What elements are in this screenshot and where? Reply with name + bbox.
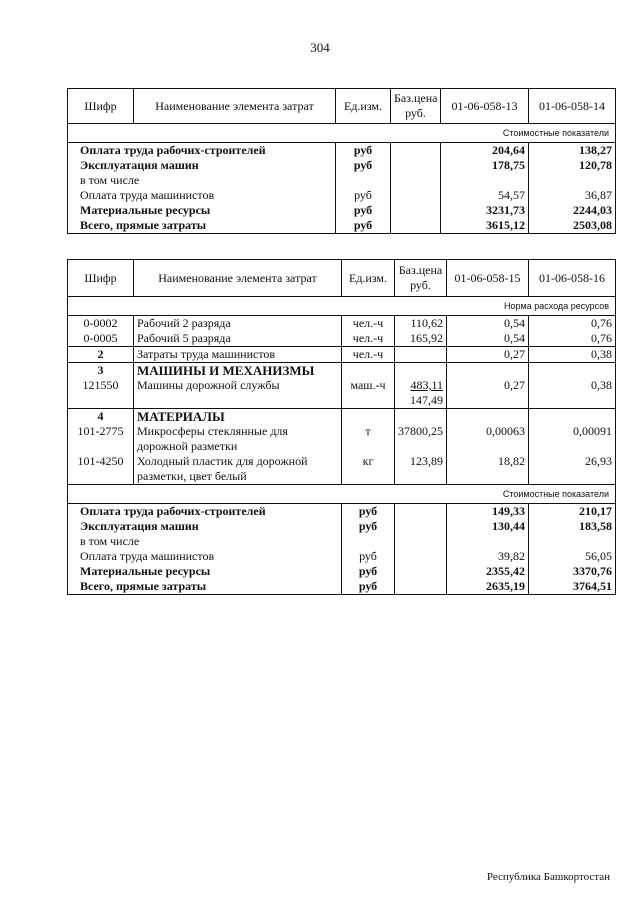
row-name: Затраты труда машинистов <box>134 347 342 363</box>
row-price: 165,92 <box>395 331 447 347</box>
row-price: 110,62 <box>395 316 447 332</box>
row-unit: чел.-ч <box>342 316 395 332</box>
row-price: 123,89 <box>395 454 447 485</box>
row-value-2 <box>529 173 616 188</box>
section-label: Стоимостные показатели <box>68 124 616 143</box>
table-row <box>68 218 616 234</box>
table-row <box>68 564 616 579</box>
table-row <box>68 424 616 454</box>
cost-table-2 <box>67 259 616 595</box>
table-row <box>68 579 616 595</box>
table-row <box>68 158 616 173</box>
table-row <box>68 519 616 534</box>
row-code: 2 <box>68 347 134 363</box>
row-price <box>395 347 447 363</box>
row-unit: руб <box>342 564 395 579</box>
header-col2: 01-06-058-14 <box>529 89 616 124</box>
row-value-2: 0,76 <box>529 316 616 332</box>
row-name: Рабочий 2 разряда <box>134 316 342 332</box>
row-value-2 <box>529 534 616 549</box>
row-value-1: 39,82 <box>447 549 529 564</box>
table-row <box>68 331 616 347</box>
row-value-2: 138,27 <box>529 143 616 159</box>
row-price <box>395 549 447 564</box>
row-code: 101-2775 <box>68 424 134 454</box>
row-price <box>395 579 447 595</box>
row-value-1: 2355,42 <box>447 564 529 579</box>
row-name: в том числе <box>68 534 342 549</box>
row-unit: руб <box>336 188 391 203</box>
header-unit: Ед.изм. <box>336 89 391 124</box>
row-value-2: 0,38 <box>529 378 616 409</box>
row-unit: руб <box>336 218 391 234</box>
row-value-2: 210,17 <box>529 504 616 520</box>
row-value-1: 3231,73 <box>441 203 529 218</box>
header-name: Наименование элемента затрат <box>134 89 336 124</box>
row-price <box>391 203 441 218</box>
row-code: 101-4250 <box>68 454 134 485</box>
norm-label: Норма расхода ресурсов <box>68 297 616 316</box>
header-name: Наименование элемента затрат <box>134 260 342 297</box>
header-base-price: Баз.цена руб. <box>391 89 441 124</box>
row-price: 37800,25 <box>395 424 447 454</box>
row-name-line: Микросферы стеклянные для <box>137 424 288 438</box>
header-unit: Ед.изм. <box>342 260 395 297</box>
row-value-1: 204,64 <box>441 143 529 159</box>
row-unit: руб <box>336 203 391 218</box>
footer-region: Республика Башкортостан <box>486 871 610 883</box>
row-unit <box>336 173 391 188</box>
row-unit: чел.-ч <box>342 331 395 347</box>
table-row <box>68 316 616 332</box>
section-title: МАШИНЫ И МЕХАНИЗМЫ <box>134 363 342 379</box>
row-value-1: 130,44 <box>447 519 529 534</box>
row-name: Материальные ресурсы <box>68 564 342 579</box>
row-unit: кг <box>342 454 395 485</box>
table-row <box>68 347 616 363</box>
header-col1: 01-06-058-13 <box>441 89 529 124</box>
row-unit: чел.-ч <box>342 347 395 363</box>
row-value-1: 0,27 <box>447 378 529 409</box>
row-name-line: разметки, цвет белый <box>137 469 247 483</box>
table-row <box>68 143 616 159</box>
row-price <box>391 158 441 173</box>
row-name <box>134 454 342 485</box>
cost-table-1 <box>67 88 616 234</box>
row-value-1: 0,54 <box>447 331 529 347</box>
row-name-line: Холодный пластик для дорожной <box>137 454 308 468</box>
row-price <box>395 519 447 534</box>
table-row <box>68 173 616 188</box>
page-number: 304 <box>310 40 330 55</box>
row-name: Всего, прямые затраты <box>68 579 342 595</box>
row-name: Машины дорожной службы <box>134 378 342 409</box>
section-title: МАТЕРИАЛЫ <box>134 409 342 425</box>
row-unit: руб <box>342 519 395 534</box>
row-value-2: 36,87 <box>529 188 616 203</box>
header-col1: 01-06-058-15 <box>447 260 529 297</box>
table-row <box>68 549 616 564</box>
row-name: Материальные ресурсы <box>68 203 336 218</box>
row-unit: руб <box>342 549 395 564</box>
section-code: 4 <box>68 409 134 425</box>
row-name: Эксплуатация машин <box>68 519 342 534</box>
row-unit: т <box>342 424 395 454</box>
row-unit: руб <box>342 579 395 595</box>
row-price <box>391 218 441 234</box>
table-row <box>68 378 616 409</box>
row-value-1: 18,82 <box>447 454 529 485</box>
row-unit <box>342 534 395 549</box>
row-value-2: 3764,51 <box>529 579 616 595</box>
row-unit: руб <box>336 158 391 173</box>
row-value-2: 2244,03 <box>529 203 616 218</box>
row-unit: руб <box>342 504 395 520</box>
table-row <box>68 534 616 549</box>
row-price <box>395 504 447 520</box>
row-value-2: 183,58 <box>529 519 616 534</box>
row-name: Оплата труда машинистов <box>68 188 336 203</box>
row-price <box>395 534 447 549</box>
section-code: 3 <box>68 363 134 379</box>
row-price <box>391 143 441 159</box>
table-row <box>68 504 616 520</box>
row-price-main: 483,11 <box>410 378 443 392</box>
row-price-secondary: 147,49 <box>410 393 443 407</box>
row-value-1: 0,27 <box>447 347 529 363</box>
row-value-1: 0,54 <box>447 316 529 332</box>
row-value-2: 3370,76 <box>529 564 616 579</box>
row-price <box>395 378 447 409</box>
row-value-2: 0,00091 <box>529 424 616 454</box>
row-value-1 <box>447 534 529 549</box>
row-value-1: 178,75 <box>441 158 529 173</box>
row-name: Эксплуатация машин <box>68 158 336 173</box>
table-row <box>68 454 616 485</box>
header-col2: 01-06-058-16 <box>529 260 616 297</box>
row-value-2: 120,78 <box>529 158 616 173</box>
row-code: 121550 <box>68 378 134 409</box>
table-header-row <box>68 260 616 297</box>
row-value-1: 54,57 <box>441 188 529 203</box>
row-name: Рабочий 5 разряда <box>134 331 342 347</box>
table-row <box>68 409 616 425</box>
row-price <box>395 564 447 579</box>
row-value-2: 56,05 <box>529 549 616 564</box>
table-row <box>68 363 616 379</box>
row-name: в том числе <box>68 173 336 188</box>
row-value-1: 0,00063 <box>447 424 529 454</box>
row-name <box>134 424 342 454</box>
table-header-row <box>68 89 616 124</box>
row-value-1: 3615,12 <box>441 218 529 234</box>
row-name-line: дорожной разметки <box>137 439 238 453</box>
row-value-2: 0,76 <box>529 331 616 347</box>
row-name: Оплата труда машинистов <box>68 549 342 564</box>
row-code: 0-0005 <box>68 331 134 347</box>
row-value-2: 26,93 <box>529 454 616 485</box>
row-value-1: 2635,19 <box>447 579 529 595</box>
row-name: Оплата труда рабочих-строителей <box>68 143 336 159</box>
row-value-1: 149,33 <box>447 504 529 520</box>
section-label: Стоимостные показатели <box>68 485 616 504</box>
row-value-2: 2503,08 <box>529 218 616 234</box>
row-value-2: 0,38 <box>529 347 616 363</box>
row-price <box>391 173 441 188</box>
table-row <box>68 188 616 203</box>
header-code: Шифр <box>68 89 134 124</box>
row-name: Оплата труда рабочих-строителей <box>68 504 342 520</box>
header-base-price: Баз.цена руб. <box>395 260 447 297</box>
row-unit: руб <box>336 143 391 159</box>
row-name: Всего, прямые затраты <box>68 218 336 234</box>
row-value-1 <box>441 173 529 188</box>
header-code: Шифр <box>68 260 134 297</box>
row-price <box>391 188 441 203</box>
row-code: 0-0002 <box>68 316 134 332</box>
table-row <box>68 203 616 218</box>
row-unit: маш.-ч <box>342 378 395 409</box>
